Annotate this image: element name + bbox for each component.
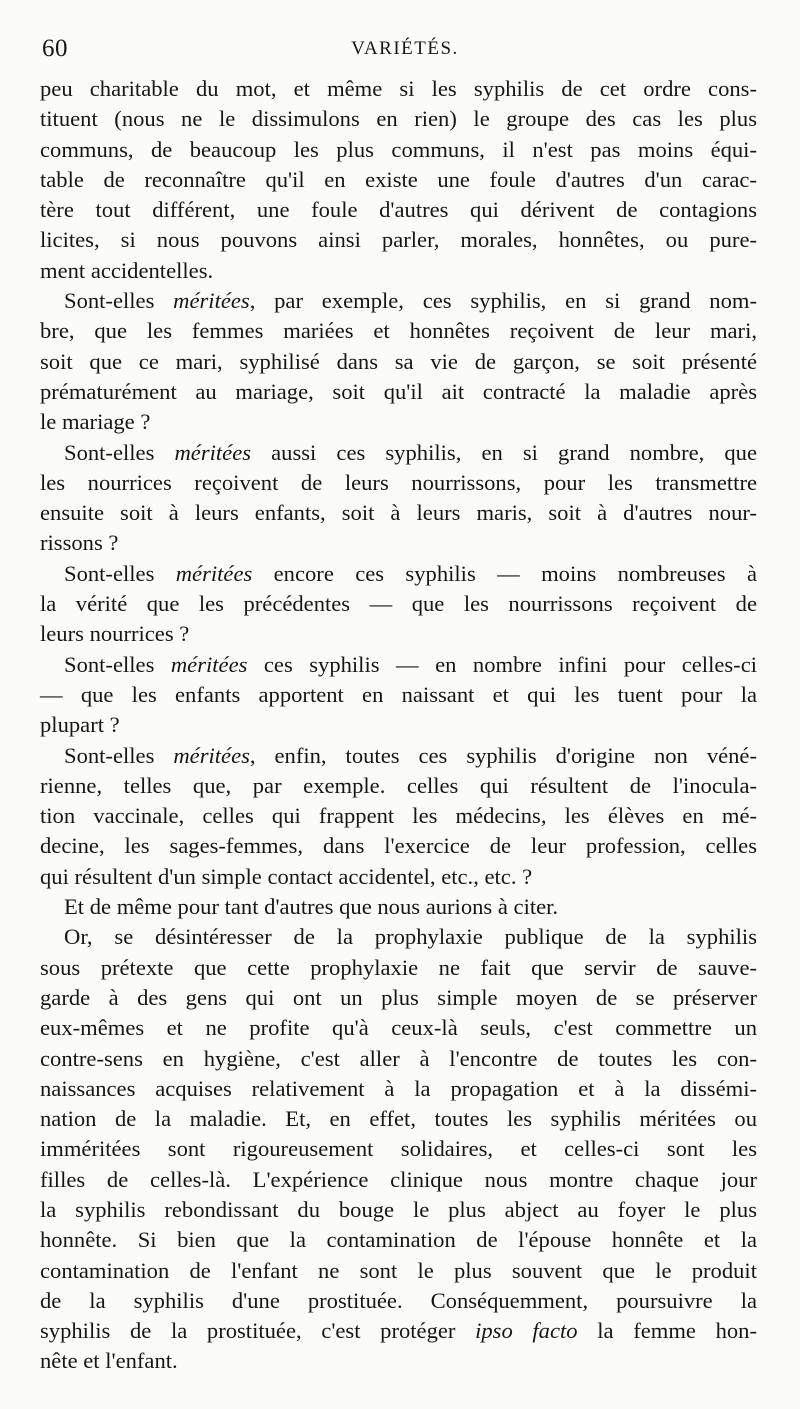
text-line: rissons ? bbox=[40, 530, 119, 556]
italic-run: méritées bbox=[173, 288, 250, 314]
text-run: aussi ces syphilis, en si grand nombre, que bbox=[251, 439, 758, 465]
text-line: table de reconnaître qu'il en existe une foule d'autres d'un carac- bbox=[40, 166, 757, 192]
text-line: imméritées sont rigoureusement solidaires, et celles-ci sont les bbox=[40, 1136, 757, 1162]
text-line bbox=[40, 438, 757, 468]
text-run: Sont-elles bbox=[64, 560, 176, 586]
text-line: rienne, telles que, par exemple. celles qui résultent de l'inocula- bbox=[40, 772, 757, 798]
page-number: 60 bbox=[42, 35, 68, 62]
running-head: VARIÉTÉS. bbox=[351, 38, 459, 59]
text-line: leurs nourrices ? bbox=[40, 621, 190, 647]
page-header bbox=[38, 34, 760, 64]
text-line: honnête. Si bien que la contamination de l'épouse honnête et la bbox=[40, 1227, 757, 1253]
text-line bbox=[40, 741, 757, 771]
text-run: Sont-elles bbox=[64, 439, 175, 465]
text-line: qui résultent d'un simple contact accidentel, etc., etc. ? bbox=[40, 863, 533, 889]
text-line: nation de la maladie. Et, en effet, toutes les syphilis méritées ou bbox=[40, 1106, 757, 1132]
text-line: de la syphilis d'une prostituée. Conséquemment, poursuivre la bbox=[40, 1287, 757, 1313]
text-line bbox=[40, 559, 757, 589]
text-run: la femme hon- bbox=[577, 1318, 757, 1344]
text-line: naissances acquises relativement à la propagation et à la dissémi- bbox=[40, 1075, 757, 1101]
text-line: sous prétexte que cette prophylaxie ne fait que servir de sauve- bbox=[40, 954, 757, 980]
text-run: Sont-elles bbox=[64, 742, 174, 768]
text-line: contamination de l'enfant ne sont le plus souvent que le produit bbox=[40, 1257, 757, 1283]
text-line: la vérité que les précédentes — que les nourrissons reçoivent de bbox=[40, 591, 757, 617]
text-line: decine, les sages-femmes, dans l'exercice de leur profession, celles bbox=[40, 833, 757, 859]
text-line: soit que ce mari, syphilisé dans sa vie de garçon, se soit présenté bbox=[40, 348, 757, 374]
text-run: , enfin, toutes ces syphilis d'origine non véné- bbox=[249, 742, 757, 768]
text-line: les nourrices reçoivent de leurs nourrissons, pour les transmettre bbox=[40, 469, 757, 495]
italic-run: méritées bbox=[173, 742, 250, 768]
text-line: garde à des gens qui ont un plus simple moyen de se préserver bbox=[40, 984, 757, 1010]
text-line: peu charitable du mot, et même si les syphilis de cet ordre cons- bbox=[40, 76, 757, 101]
italic-run: méritées bbox=[175, 560, 253, 586]
italic-run: méritées bbox=[170, 651, 248, 677]
text-line: filles de celles-là. L'expérience clinique nous montre chaque jour bbox=[40, 1166, 757, 1192]
text-line: nête et l'enfant. bbox=[40, 1348, 178, 1374]
text-line: tion vaccinale, celles qui frappent les médecins, les élèves en mé- bbox=[40, 803, 757, 829]
text-line: la syphilis rebondissant du bouge le plus abject au foyer le plus bbox=[40, 1196, 757, 1222]
text-line: — que les enfants apportent en naissant et qui les tuent pour la bbox=[40, 681, 757, 707]
text-line bbox=[40, 650, 757, 680]
text-line: tère tout différent, une foule d'autres qui dérivent de contagions bbox=[40, 197, 757, 223]
text-line: prématurément au mariage, soit qu'il ait contracté la maladie après bbox=[40, 378, 757, 404]
italic-run: méritées bbox=[174, 439, 252, 465]
text-line: ensuite soit à leurs enfants, soit à leurs maris, soit à d'autres nour- bbox=[40, 500, 757, 526]
text-line: Et de même pour tant d'autres que nous aurions à citer. bbox=[64, 894, 559, 920]
text-line: ment accidentelles. bbox=[40, 257, 214, 283]
text-line bbox=[40, 286, 757, 316]
text-run: Sont-elles bbox=[64, 651, 171, 677]
text-line: tituent (nous ne le dissimulons en rien) le groupe des cas les plus bbox=[40, 106, 757, 132]
text-line: communs, de beaucoup les plus communs, il n'est pas moins équi- bbox=[40, 136, 757, 162]
text-run: syphilis de la prostituée, c'est protéger bbox=[40, 1318, 476, 1344]
text-run: , par exemple, ces syphilis, en si grand nom- bbox=[249, 288, 757, 314]
text-line: bre, que les femmes mariées et honnêtes reçoivent de leur mari, bbox=[40, 318, 757, 344]
body-text bbox=[40, 74, 757, 1377]
italic-run: ipso facto bbox=[475, 1318, 578, 1344]
text-line bbox=[40, 1316, 757, 1346]
text-run: encore ces syphilis — moins nombreuses à bbox=[252, 560, 757, 586]
text-line: contre-sens en hygiène, c'est aller à l'encontre de toutes les con- bbox=[40, 1045, 757, 1071]
text-line: plupart ? bbox=[40, 712, 120, 738]
text-line: Or, se désintéresser de la prophylaxie publique de la syphilis bbox=[64, 924, 757, 950]
text-line: licites, si nous pouvons ainsi parler, morales, honnêtes, ou pure- bbox=[40, 227, 757, 253]
text-line: eux-mêmes et ne profite qu'à ceux-là seuls, c'est commettre un bbox=[40, 1015, 757, 1041]
text-run: ces syphilis — en nombre infini pour celles-ci bbox=[247, 651, 758, 677]
text-line: le mariage ? bbox=[40, 409, 151, 435]
text-run: Sont-elles bbox=[64, 288, 174, 314]
